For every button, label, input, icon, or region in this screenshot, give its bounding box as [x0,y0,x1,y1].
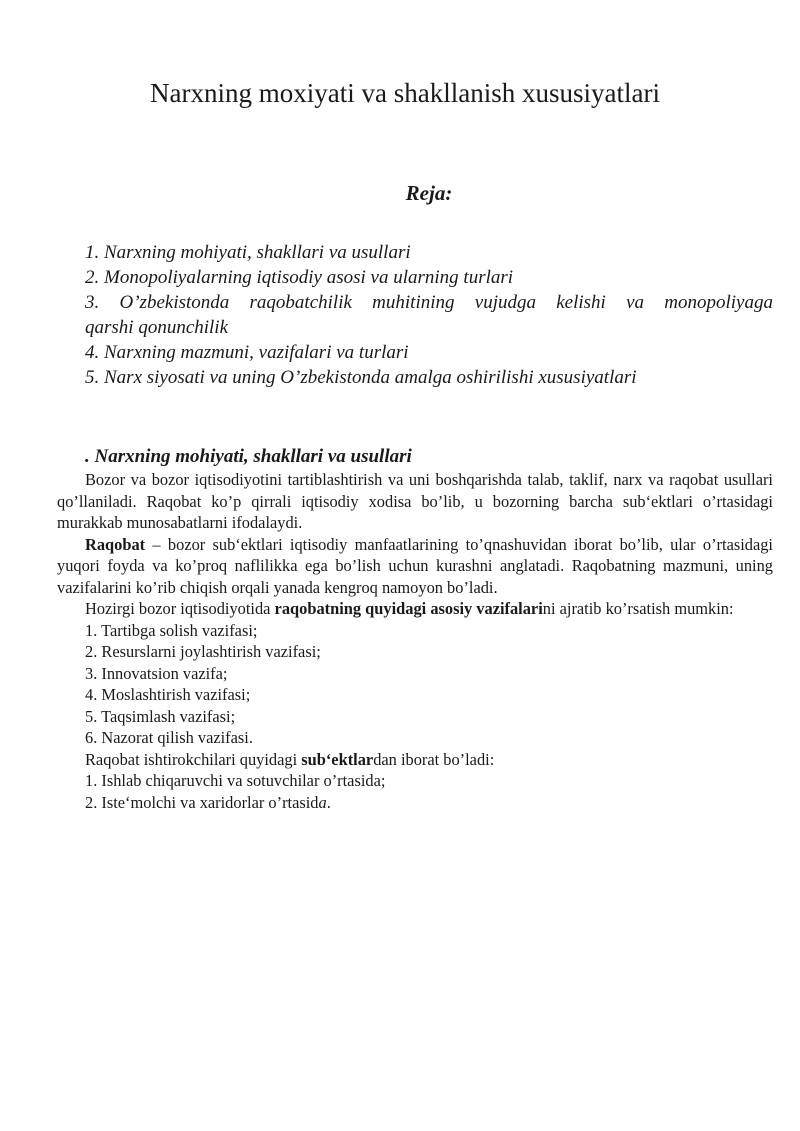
plan-item: 4. Narxning mazmuni, vazifalari va turlari [85,342,409,363]
paragraph-text: Hozirgi bozor iqtisodiyotida [85,599,275,618]
plan-item: 5. Narx siyosati va uning O’zbekistonda amalga oshirilishi xususiyatlari [85,367,637,388]
document-title: Narxning moxiyati va shakllanish xususiyatlari [150,78,660,108]
bold-term: sub‘ektlar [301,749,374,769]
paragraph-text: . [326,792,331,812]
plan-item: 2. Monopoliyalarning iqtisodiy asosi va ularning turlari [85,267,514,288]
list-item: 1. Tartibga solish vazifasi; [85,620,258,640]
plan-item-line: 3. O’zbekistonda raqobatchilik muhitining vujudga kelishi va monopoliyaga [85,292,773,313]
paragraph-text: – bozor sub‘ektlari iqtisodiy manfaatlarining to’qnashuvidan iborat bo’lib, ular o’rtasidagi yuqori foyda va ko’proq naflilikka ega bo’lish uchun kurashni anglatadi. Raqobatning mazmuni, uning vazifalarini ko’rib chiqish orqali yanada kengroq namoyon bo’ladi. [57,534,773,597]
list-item: 6. Nazorat qilish vazifasi. [85,728,253,747]
paragraph-text: 2. Iste‘molchi va xaridorlar o’rtasid [85,792,319,812]
list-item: 2. Resurslarni joylashtirish vazifasi; [85,642,321,661]
paragraph: Bozor va bozor iqtisodiyotini tartiblashtirish va uni boshqarishda talab, taklif, narx va raqobat usullari qo’llaniladi. Raqobat ko’p qirrali iqtisodiy xodisa bo’lib, u bozorning barcha sub‘ektlari o’rtasidagi murakkab munosabatlarni ifodalaydi. [57,470,773,532]
plan-item-line: qarshi qonunchilik [85,317,229,338]
plan-item [85,290,773,340]
paragraph [57,598,773,620]
paragraph-text: ni ajratib ko’rsatish mumkin: [542,599,734,618]
paragraph [57,534,773,599]
paragraph [57,749,773,771]
italic-letter: a [318,792,327,812]
list-item: 5. Taqsimlash vazifasi; [85,706,236,726]
section-heading: . Narxning mohiyati, shakllari va usullari [85,446,412,467]
list-item [57,792,773,814]
plan-heading: Reja: [405,181,453,205]
list-item: 3. Innovatsion vazifa; [85,663,228,683]
plan-item: 1. Narxning mohiyati, shakllari va usullari [85,242,411,263]
list-item: 4. Moslashtirish vazifasi; [85,685,251,704]
bold-term: raqobatning quyidagi asosiy vazifalari [274,599,543,618]
paragraph-text: Raqobat ishtirokchilari quyidagi [85,749,302,769]
bold-term: Raqobat [85,534,146,554]
plan-list [85,240,773,390]
list-item: 1. Ishlab chiqaruvchi va sotuvchilar o’rtasida; [85,771,386,790]
body-text [57,469,773,813]
paragraph-text: dan iborat bo’ladi: [373,749,495,769]
